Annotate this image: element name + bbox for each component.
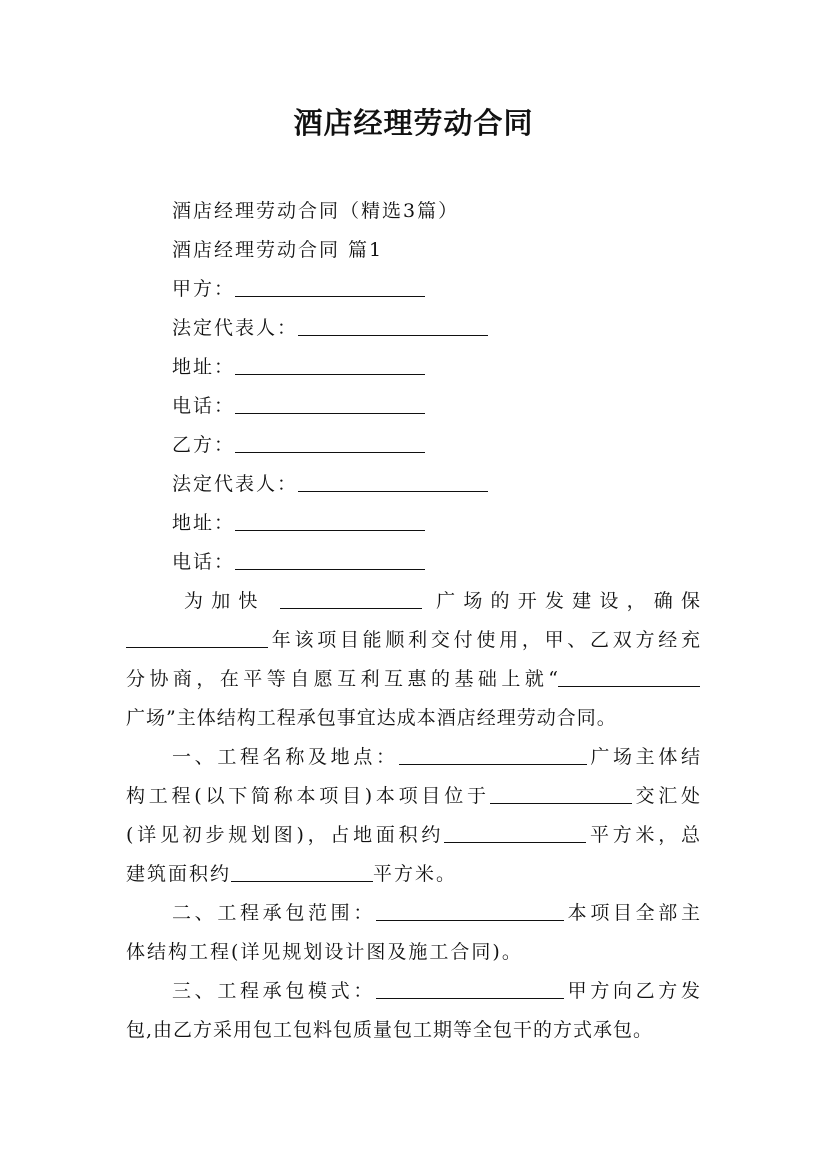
legal-rep-a-label: 法定代表人： (172, 317, 299, 339)
address-b-blank (235, 510, 425, 531)
party-a-blank (235, 276, 425, 297)
paragraph-1-line-3: 分协商，在平等自愿互利互惠的基础上就“ (126, 665, 700, 693)
paragraph-2-line-1: 一、工程名称及地点： 广场主体结 (172, 746, 700, 768)
legal-rep-b-blank (298, 471, 488, 492)
address-a-label: 地址： (172, 356, 236, 378)
phone-a-label: 电话： (172, 395, 236, 417)
paragraph-1-line-2: 年该项目能顺利交付使用，甲、乙双方经充 (126, 626, 700, 654)
party-b-line (172, 431, 425, 459)
address-a-blank (235, 354, 425, 375)
phone-b-blank (235, 549, 425, 570)
address-a-line (172, 353, 425, 381)
paragraph-4-line-1: 三、工程承包模式： 甲方向乙方发 (172, 980, 700, 1002)
phone-a-line (172, 392, 425, 420)
party-b-blank (235, 432, 425, 453)
paragraph-4-line-2: 包,由乙方采用包工包料包质量包工期等全包干的方式承包。 (126, 1019, 654, 1041)
address-b-line (172, 509, 425, 537)
paragraph-2-line-4: 建筑面积约 平方米。 (126, 863, 458, 885)
party-b-label: 乙方： (172, 434, 236, 456)
paragraph-2-line-2: 构工程(以下简称本项目)本项目位于 交汇处 (126, 785, 700, 807)
phone-a-blank (235, 393, 425, 414)
legal-rep-a-line (172, 314, 488, 342)
paragraph-2-line-3: (详见初步规划图)，占地面积约 平方米，总 (126, 824, 700, 846)
legal-rep-b-label: 法定代表人： (172, 473, 299, 495)
document-title: 酒店经理劳动合同 (293, 106, 534, 140)
legal-rep-a-blank (298, 315, 488, 336)
paragraph-1-line-1: 为加快 广场的开发建设，确保 (184, 590, 700, 612)
subtitle: 酒店经理劳动合同（精选3篇） (172, 200, 460, 222)
paragraph-1-line-4: 广场”主体结构工程承包事宜达成本酒店经理劳动合同。 (126, 707, 617, 729)
section-heading: 酒店经理劳动合同 篇1 (172, 239, 384, 261)
paragraph-3-line-2: 体结构工程(详见规划设计图及施工合同)。 (126, 941, 523, 963)
paragraph-3-line-1: 二、工程承包范围： 本项目全部主 (172, 902, 700, 924)
legal-rep-b-line (172, 470, 488, 498)
address-b-label: 地址： (172, 512, 236, 534)
phone-b-line (172, 548, 425, 576)
phone-b-label: 电话： (172, 551, 236, 573)
party-a-label: 甲方： (172, 278, 236, 300)
party-a-line (172, 275, 425, 303)
